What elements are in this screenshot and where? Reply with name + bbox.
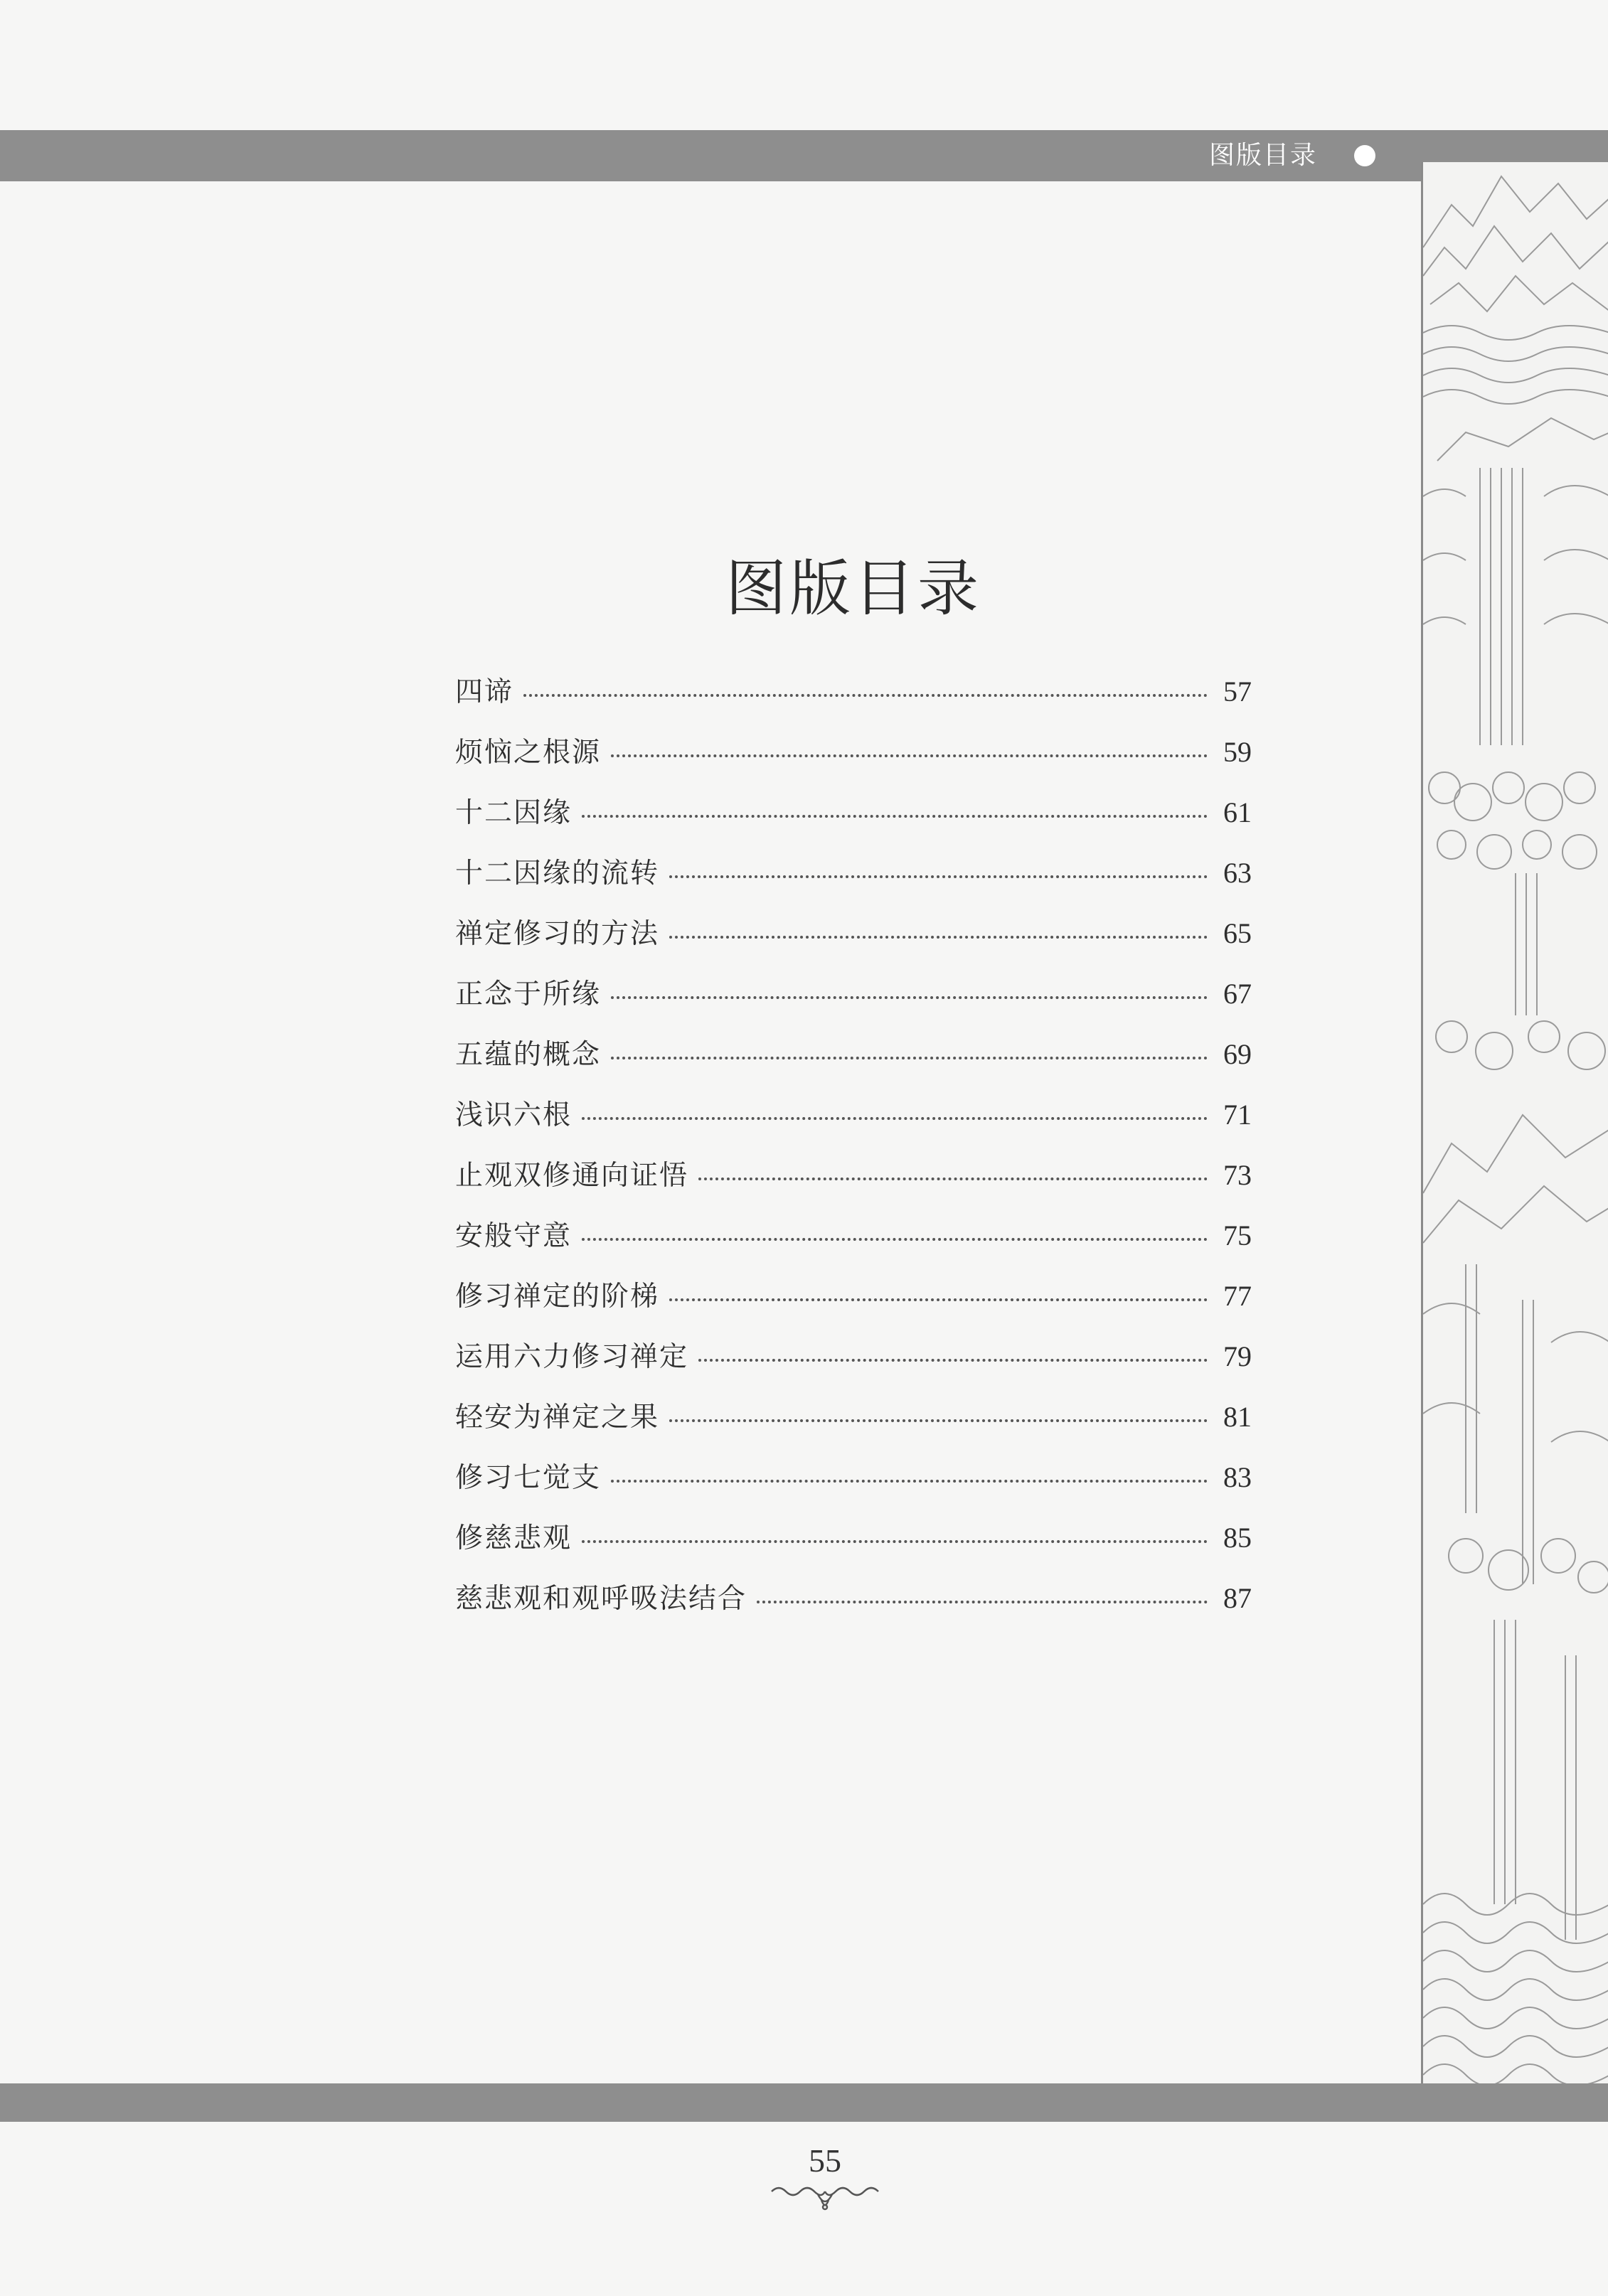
toc-entry-label: 四谛 (455, 676, 514, 708)
toc-entry[interactable] (455, 670, 1252, 730)
toc-entry-page: 65 (1223, 917, 1252, 949)
scroll-ornament-icon (765, 2179, 885, 2214)
dot-leader (669, 1419, 1208, 1422)
toc-entry-label: 正念于所缘 (455, 978, 602, 1010)
toc-entry[interactable] (455, 1032, 1252, 1093)
toc-entry-label: 轻安为禅定之果 (455, 1401, 660, 1433)
dot-leader (582, 1238, 1208, 1241)
toc-entry-page: 71 (1223, 1099, 1252, 1131)
toc-entry[interactable] (455, 1335, 1252, 1395)
dot-leader (669, 875, 1208, 878)
dot-leader (611, 754, 1208, 757)
toc-entry-page: 57 (1223, 676, 1252, 708)
table-of-contents (455, 670, 1252, 1637)
dot-leader (698, 1359, 1208, 1362)
toc-entry[interactable] (455, 1093, 1252, 1153)
toc-entry-page: 69 (1223, 1038, 1252, 1070)
toc-entry-page: 73 (1223, 1159, 1252, 1191)
toc-entry-page: 87 (1223, 1582, 1252, 1614)
toc-entry[interactable] (455, 912, 1252, 972)
toc-entry[interactable] (455, 1456, 1252, 1516)
toc-entry-page: 67 (1223, 978, 1252, 1010)
toc-entry[interactable] (455, 1214, 1252, 1274)
dot-leader (611, 1057, 1208, 1059)
circle-dot-icon (1354, 145, 1375, 166)
toc-entry-label: 修习七觉支 (455, 1462, 602, 1494)
toc-entry-label: 安般守意 (455, 1220, 573, 1252)
toc-entry-page: 83 (1223, 1461, 1252, 1493)
toc-entry[interactable] (455, 851, 1252, 912)
dot-leader (698, 1178, 1208, 1180)
toc-entry[interactable] (455, 730, 1252, 791)
toc-entry-label: 修慈悲观 (455, 1522, 573, 1554)
dot-leader (611, 996, 1208, 999)
toc-entry-label: 十二因缘 (455, 797, 573, 829)
toc-entry[interactable] (455, 1153, 1252, 1214)
dot-leader (611, 1480, 1208, 1483)
page-number: 55 (809, 2142, 841, 2179)
toc-entry[interactable] (455, 1395, 1252, 1456)
header-section-label: 图版目录 (1209, 141, 1318, 170)
toc-entry-page: 79 (1223, 1340, 1252, 1372)
dot-leader (582, 815, 1208, 818)
toc-entry-label: 慈悲观和观呼吸法结合 (455, 1583, 747, 1615)
toc-entry-label: 止观双修通向证悟 (455, 1160, 689, 1192)
toc-entry-page: 75 (1223, 1219, 1252, 1251)
toc-entry-label: 运用六力修习禅定 (455, 1341, 689, 1373)
toc-entry[interactable] (455, 791, 1252, 851)
dot-leader (582, 1117, 1208, 1120)
toc-entry[interactable] (455, 1576, 1252, 1637)
toc-entry[interactable] (455, 972, 1252, 1032)
toc-entry-label: 十二因缘的流转 (455, 858, 660, 890)
landscape-illustration (1421, 162, 1608, 2086)
toc-entry-label: 修习禅定的阶梯 (455, 1281, 660, 1313)
toc-entry-label: 禅定修习的方法 (455, 918, 660, 950)
toc-entry-page: 85 (1223, 1522, 1252, 1554)
toc-entry-page: 81 (1223, 1401, 1252, 1433)
toc-entry-label: 浅识六根 (455, 1099, 573, 1131)
page-title: 图版目录 (725, 553, 981, 624)
dot-leader (669, 1298, 1208, 1301)
dot-leader (757, 1601, 1208, 1603)
toc-entry-page: 61 (1223, 796, 1252, 828)
toc-entry-page: 59 (1223, 736, 1252, 768)
toc-entry[interactable] (455, 1274, 1252, 1335)
dot-leader (669, 936, 1208, 939)
toc-entry-label: 烦恼之根源 (455, 737, 602, 769)
toc-entry-label: 五蕴的概念 (455, 1039, 602, 1071)
dot-leader (523, 694, 1208, 697)
toc-entry[interactable] (455, 1516, 1252, 1576)
dot-leader (582, 1540, 1208, 1543)
toc-entry-page: 77 (1223, 1280, 1252, 1312)
toc-entry-page: 63 (1223, 857, 1252, 889)
footer-band (0, 2083, 1608, 2122)
